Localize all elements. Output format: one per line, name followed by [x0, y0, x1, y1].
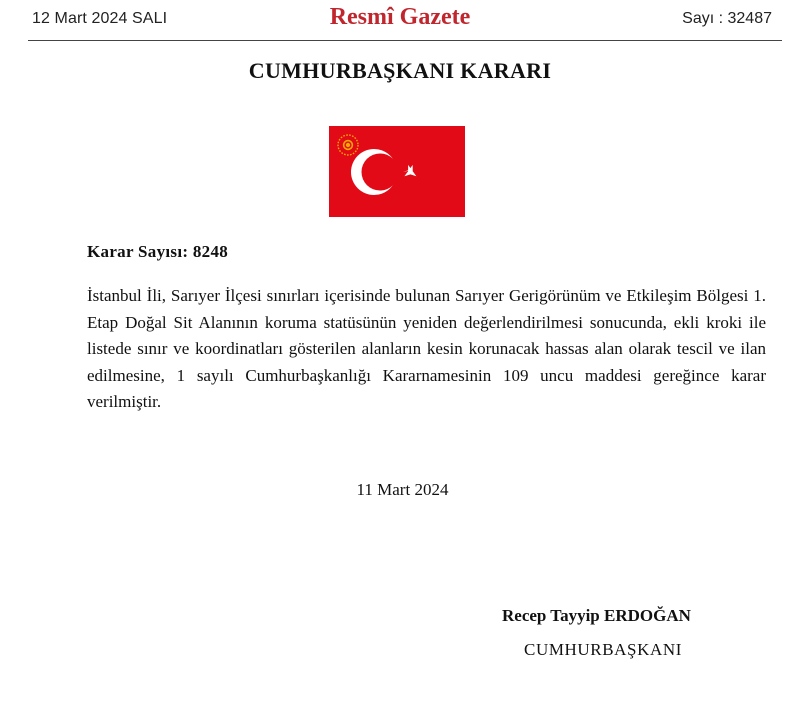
gazette-title: Resmî Gazete [329, 4, 471, 30]
decision-body-text: İstanbul İli, Sarıyer İlçesi sınırları içerisinde bulunan Sarıyer Gerigörünüm ve Etkileşim Bölgesi 1. Etap Doğal Sit Alanının koruma statüsünün yeniden değerlendirilmesi sonucunda, ekli kroki ile listede sınır ve koordinatları gösterilen alanların kesin korunacak hassas alan olarak tescil ve ilan edilmesine, 1 sayılı Cumhurbaşkanlığı Kararnamesinin 109 uncu maddesi gereğince karar verilmiştir. [87, 286, 766, 411]
turkish-flag-icon [329, 126, 465, 217]
signer-name: Recep Tayyip ERDOĞAN [502, 606, 691, 625]
decision-date: 11 Mart 2024 [356, 480, 449, 499]
issue-date-header: 12 Mart 2024 SALI [32, 10, 168, 27]
decision-number: Karar Sayısı: 8248 [87, 242, 229, 261]
document-title: CUMHURBAŞKANI KARARI [248, 58, 552, 83]
gazette-header [0, 0, 800, 42]
issue-number: Sayı : 32487 [682, 10, 772, 27]
decision-body [87, 283, 766, 416]
header-divider [28, 40, 782, 41]
signer-title: CUMHURBAŞKANI [524, 640, 682, 659]
